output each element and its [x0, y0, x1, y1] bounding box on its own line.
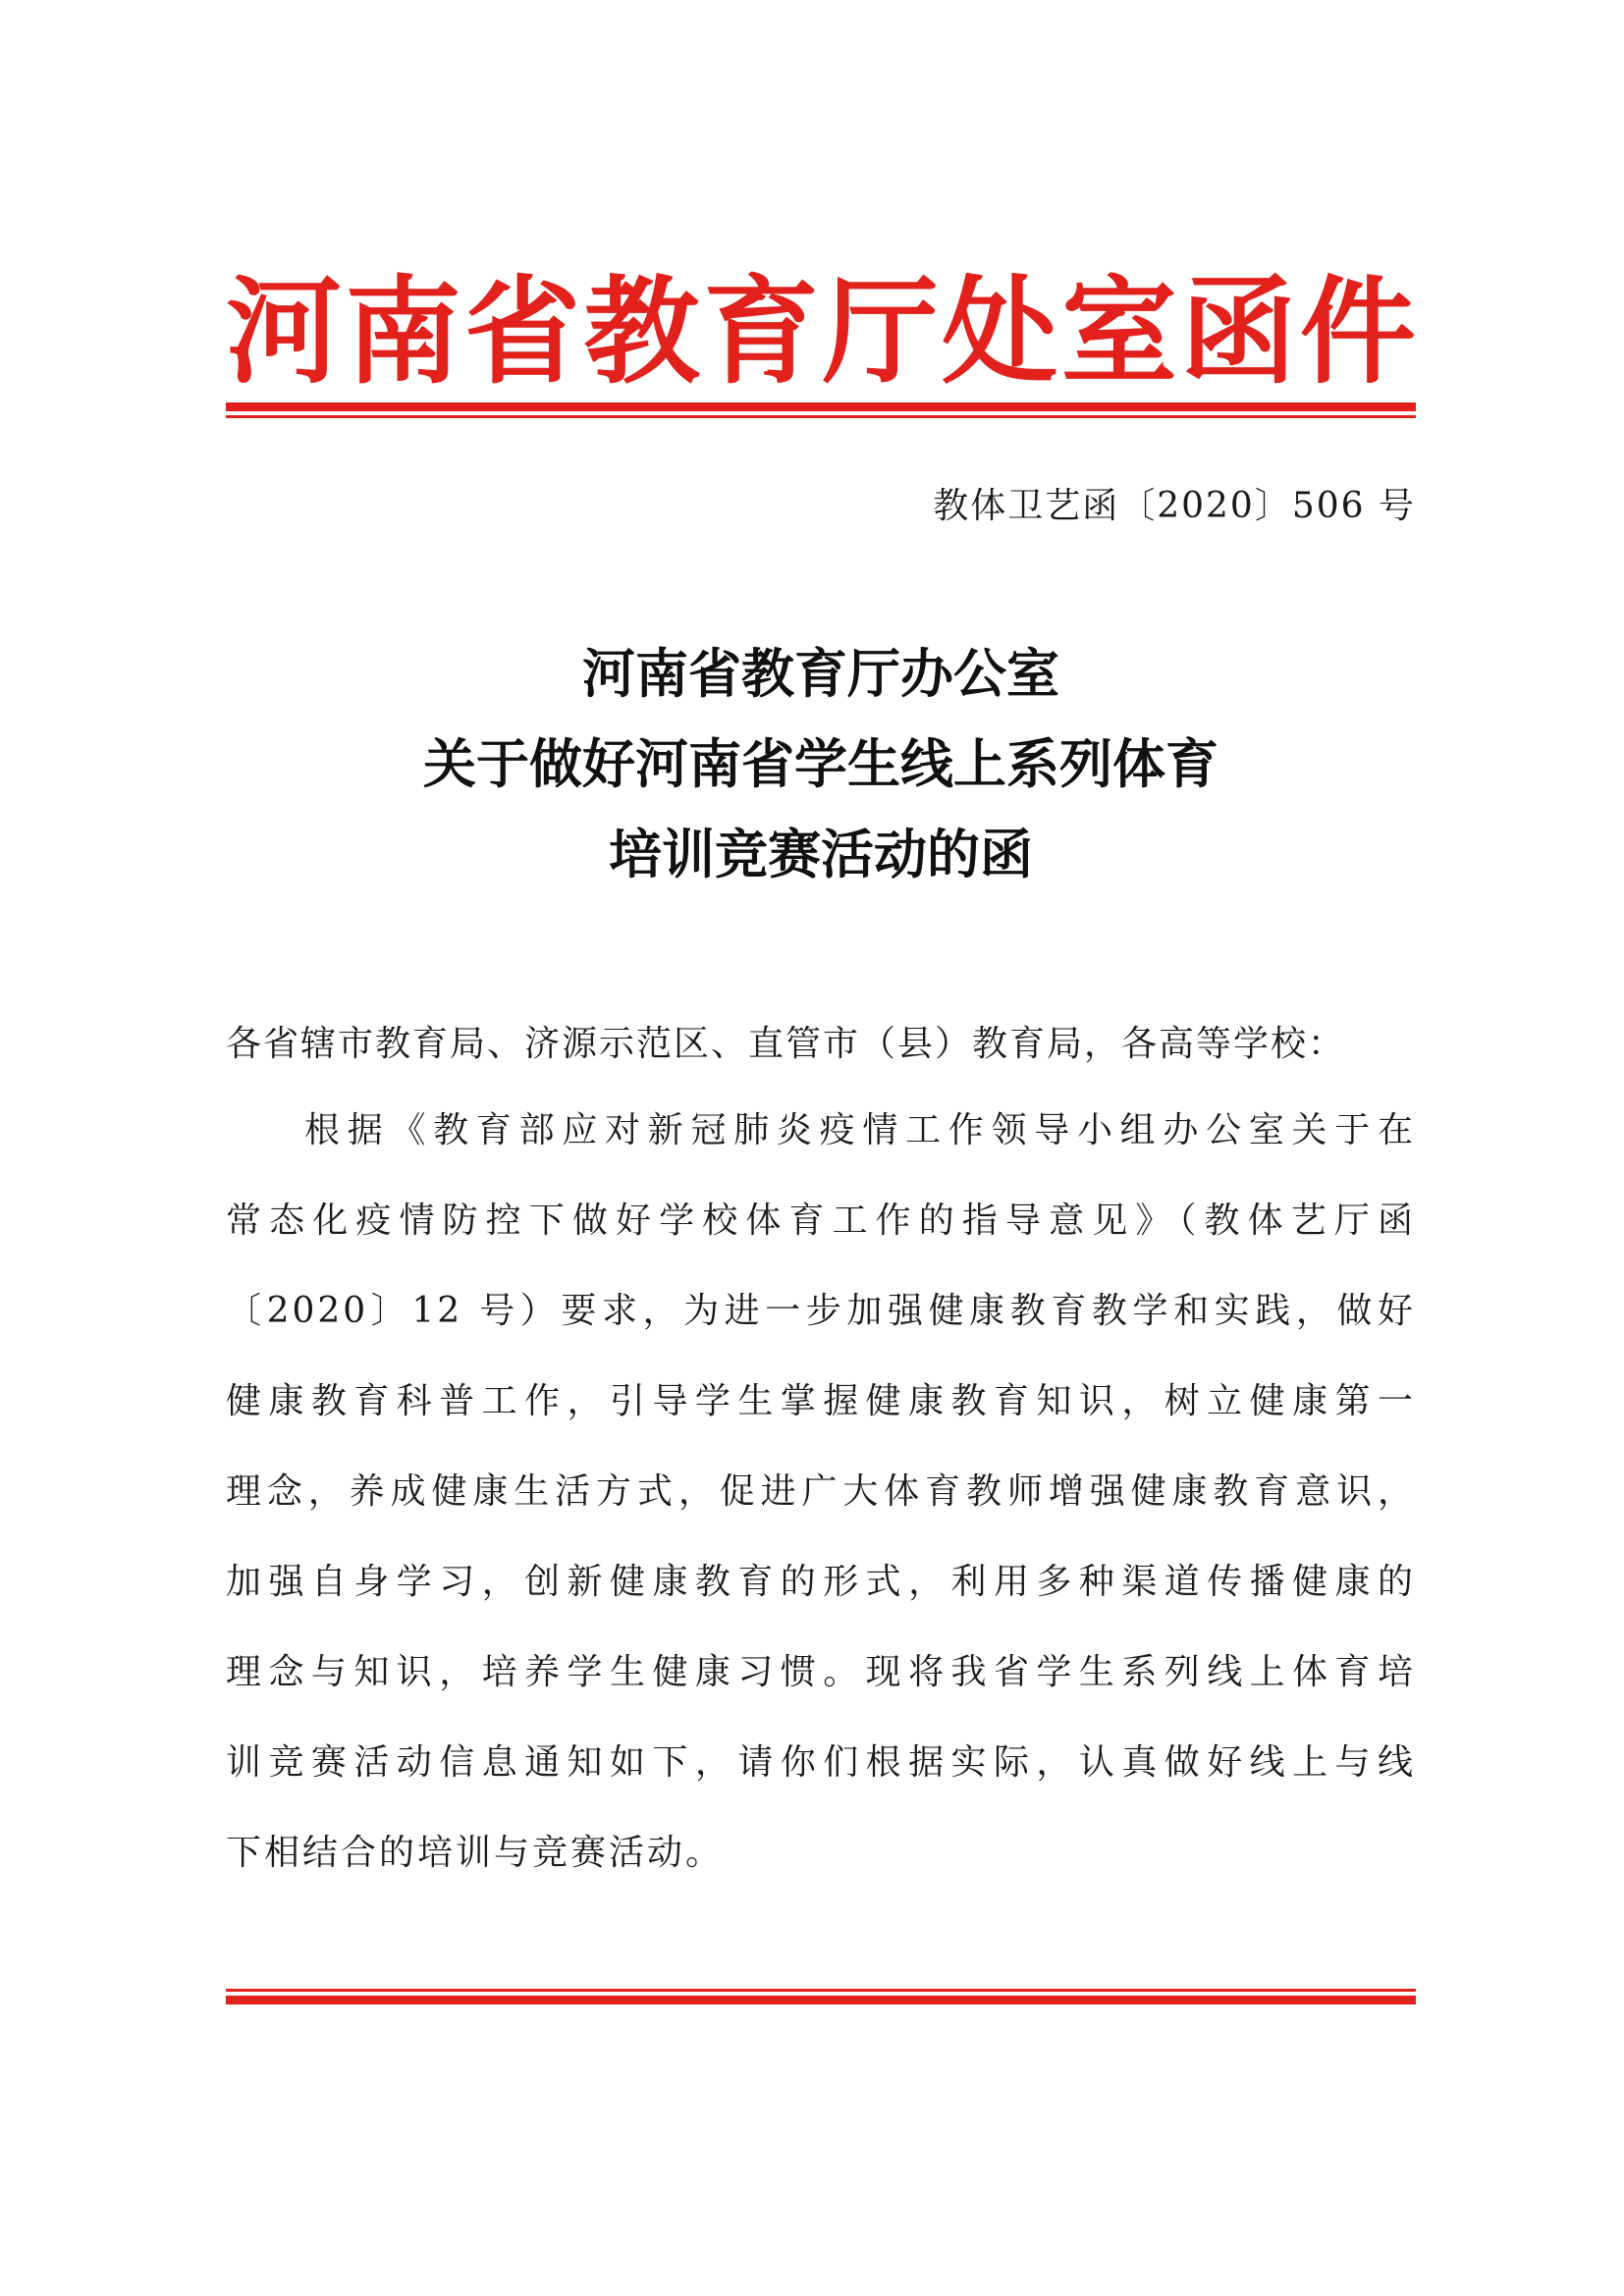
body-line: 根据《教育部应对新冠肺炎疫情工作领导小组办公室关于在 — [304, 1110, 1416, 1150]
body-line: 健康教育科普工作，引导学生掌握健康教育知识，树立健康第一 — [226, 1381, 1416, 1421]
body-line: 下相结合的培训与竞赛活动。 — [226, 1833, 725, 1873]
document-title — [226, 628, 1416, 899]
body-line: 常态化疫情防控下做好学校体育工作的指导意见》（教体艺厅函 — [226, 1201, 1416, 1241]
masthead-char: 教 — [583, 263, 700, 400]
masthead-char: 件 — [1299, 263, 1416, 400]
masthead-char: 厅 — [822, 263, 939, 400]
body-line: 〔2020〕12 号）要求，为进一步加强健康教育教学和实践，做好 — [226, 1291, 1416, 1331]
body-paragraph — [226, 1103, 1416, 1916]
salutation: 各省辖市教育局、济源示范区、直管市（县）教育局，各高等学校： — [226, 1024, 1346, 1064]
masthead-char: 省 — [464, 263, 581, 400]
masthead-char: 育 — [703, 263, 820, 400]
title-line-2: 关于做好河南省学生线上系列体育 — [423, 732, 1218, 795]
footer-divider-thin — [226, 1989, 1416, 1992]
body-line: 理念与知识，培养学生健康习惯。现将我省学生系列线上体育培 — [226, 1652, 1416, 1692]
masthead-title — [226, 263, 1416, 400]
footer-divider-thick — [226, 1996, 1416, 2004]
title-line-3: 培训竞赛活动的函 — [609, 823, 1033, 885]
masthead-char: 处 — [942, 263, 1058, 400]
masthead-char: 室 — [1060, 263, 1177, 400]
body-line: 训竞赛活动信息通知如下，请你们根据实际，认真做好线上与线 — [226, 1742, 1416, 1783]
body-line: 加强自身学习，创新健康教育的形式，利用多种渠道传播健康的 — [226, 1562, 1416, 1602]
header-divider-thin — [226, 415, 1416, 418]
masthead-char: 河 — [226, 263, 343, 400]
masthead-char: 函 — [1180, 263, 1297, 400]
document-number: 教体卫艺函〔2020〕506 号 — [933, 486, 1416, 526]
body-line: 理念，养成健康生活方式，促进广大体育教师增强健康教育意识， — [226, 1471, 1416, 1512]
title-line-1: 河南省教育厅办公室 — [582, 642, 1059, 705]
masthead-char: 南 — [345, 263, 461, 400]
header-divider-thick — [226, 402, 1416, 411]
